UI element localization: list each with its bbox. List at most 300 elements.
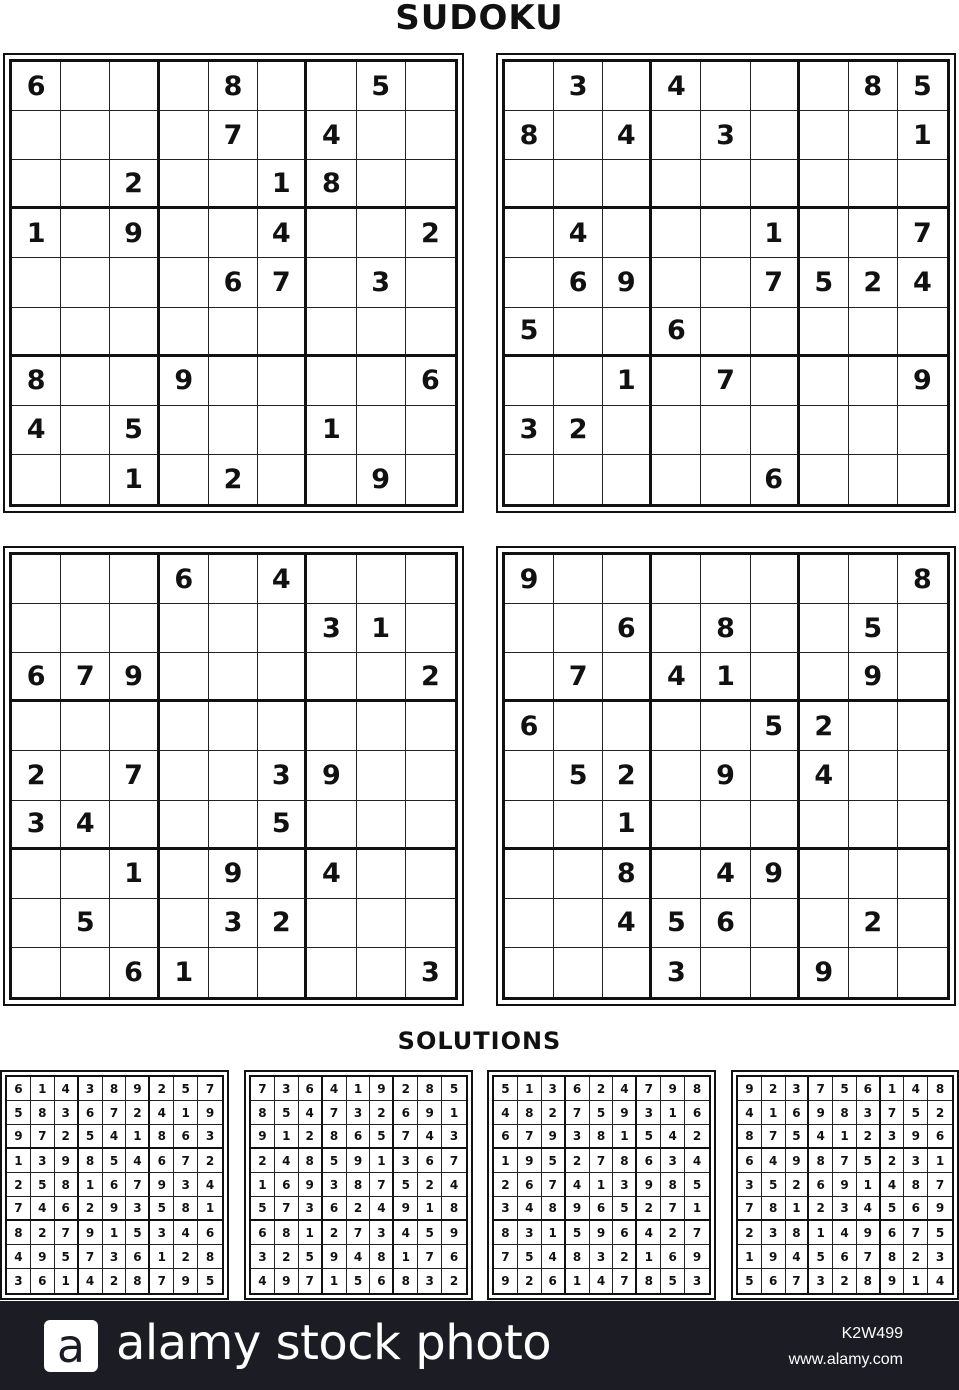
sudoku-cell-empty bbox=[61, 751, 110, 800]
sudoku-cell-empty bbox=[849, 702, 898, 751]
sudoku-cell-empty bbox=[898, 850, 947, 899]
sudoku-cell-empty bbox=[357, 111, 406, 160]
sudoku-cell-given: 4 bbox=[800, 751, 849, 800]
sudoku-cell-empty bbox=[160, 111, 209, 160]
sudoku-cell-given: 4 bbox=[613, 1077, 637, 1101]
sudoku-cell-empty bbox=[554, 555, 603, 604]
sudoku-cell-empty bbox=[751, 555, 800, 604]
sudoku-cell-given: 6 bbox=[394, 1101, 418, 1125]
sudoku-cell-given: 9 bbox=[518, 1149, 542, 1173]
sudoku-cell-given: 7 bbox=[751, 258, 800, 307]
sudoku-cell-given: 2 bbox=[857, 1125, 881, 1149]
sudoku-cell-empty bbox=[554, 850, 603, 899]
sudoku-cell-empty bbox=[898, 751, 947, 800]
sudoku-cell-given: 1 bbox=[198, 1197, 222, 1221]
sudoku-cell-given: 9 bbox=[786, 1149, 810, 1173]
sudoku-cell-given: 7 bbox=[928, 1173, 952, 1197]
sudoku-cell-given: 9 bbox=[542, 1125, 566, 1149]
sudoku-cell-given: 6 bbox=[904, 1197, 928, 1221]
sudoku-cell-given: 5 bbox=[357, 62, 406, 111]
sudoku-cell-given: 7 bbox=[275, 1197, 299, 1221]
sudoku-cell-given: 1 bbox=[79, 1173, 103, 1197]
sudoku-cell-empty bbox=[554, 801, 603, 850]
sudoku-cell-given: 8 bbox=[661, 1173, 685, 1197]
sudoku-cell-given: 5 bbox=[738, 1269, 762, 1293]
sudoku-cell-empty bbox=[701, 948, 750, 997]
sudoku-cell-given: 3 bbox=[258, 751, 307, 800]
sudoku-cell-empty bbox=[61, 357, 110, 406]
sudoku-cell-given: 5 bbox=[613, 1197, 637, 1221]
sudoku-cell-given: 3 bbox=[494, 1197, 518, 1221]
sudoku-puzzle-4 bbox=[496, 546, 956, 1006]
sudoku-puzzle-3 bbox=[3, 546, 464, 1006]
sudoku-cell-given: 2 bbox=[103, 1269, 127, 1293]
sudoku-cell-empty bbox=[12, 258, 61, 307]
sudoku-cell-given: 2 bbox=[394, 1077, 418, 1101]
sudoku-cell-given: 4 bbox=[786, 1245, 810, 1269]
sudoku-cell-given: 2 bbox=[904, 1245, 928, 1269]
sudoku-cell-given: 2 bbox=[31, 1221, 55, 1245]
sudoku-cell-empty bbox=[898, 653, 947, 702]
sudoku-cell-given: 6 bbox=[566, 1077, 590, 1101]
sudoku-cell-given: 2 bbox=[299, 1125, 323, 1149]
sudoku-cell-given: 2 bbox=[7, 1173, 31, 1197]
sudoku-cell-given: 3 bbox=[661, 1149, 685, 1173]
sudoku-cell-given: 5 bbox=[898, 62, 947, 111]
sudoku-cell-empty bbox=[603, 555, 652, 604]
sudoku-cell-empty bbox=[12, 899, 61, 948]
sudoku-cell-given: 7 bbox=[613, 1269, 637, 1293]
sudoku-cell-given: 5 bbox=[442, 1077, 466, 1101]
sudoku-cell-given: 5 bbox=[809, 1245, 833, 1269]
sudoku-cell-empty bbox=[898, 455, 947, 504]
sudoku-cell-empty bbox=[61, 604, 110, 653]
sudoku-cell-empty bbox=[849, 308, 898, 357]
sudoku-cell-empty bbox=[110, 555, 159, 604]
sudoku-cell-given: 5 bbox=[566, 1221, 590, 1245]
sudoku-cell-given: 3 bbox=[370, 1221, 394, 1245]
sudoku-cell-given: 7 bbox=[370, 1173, 394, 1197]
sudoku-cell-given: 9 bbox=[299, 1173, 323, 1197]
sudoku-cell-empty bbox=[554, 702, 603, 751]
sudoku-cell-given: 1 bbox=[494, 1149, 518, 1173]
sudoku-cell-empty bbox=[505, 357, 554, 406]
sudoku-cell-given: 1 bbox=[637, 1245, 661, 1269]
sudoku-cell-given: 6 bbox=[661, 1245, 685, 1269]
sudoku-cell-given: 2 bbox=[418, 1173, 442, 1197]
sudoku-cell-given: 6 bbox=[652, 308, 701, 357]
sudoku-cell-empty bbox=[849, 948, 898, 997]
sudoku-cell-empty bbox=[258, 948, 307, 997]
sudoku-cell-given: 6 bbox=[751, 455, 800, 504]
sudoku-cell-given: 9 bbox=[904, 1125, 928, 1149]
sudoku-cell-empty bbox=[209, 308, 258, 357]
sudoku-cell-given: 6 bbox=[762, 1269, 786, 1293]
sudoku-cell-given: 9 bbox=[685, 1245, 709, 1269]
sudoku-cell-empty bbox=[751, 604, 800, 653]
sudoku-cell-empty bbox=[751, 160, 800, 209]
sudoku-cell-empty bbox=[61, 406, 110, 455]
sudoku-cell-given: 2 bbox=[258, 899, 307, 948]
sudoku-cell-given: 5 bbox=[299, 1245, 323, 1269]
sudoku-cell-given: 6 bbox=[323, 1197, 347, 1221]
sudoku-cell-given: 3 bbox=[554, 62, 603, 111]
sudoku-cell-given: 9 bbox=[198, 1101, 222, 1125]
sudoku-cell-empty bbox=[406, 850, 455, 899]
sudoku-cell-given: 8 bbox=[613, 1149, 637, 1173]
sudoku-cell-empty bbox=[800, 308, 849, 357]
sudoku-cell-given: 8 bbox=[518, 1101, 542, 1125]
sudoku-cell-empty bbox=[751, 357, 800, 406]
sudoku-cell-empty bbox=[61, 258, 110, 307]
sudoku-cell-given: 2 bbox=[566, 1149, 590, 1173]
sudoku-cell-given: 3 bbox=[420, 956, 440, 988]
sudoku-cell-given: 7 bbox=[394, 1125, 418, 1149]
sudoku-cell-given: 3 bbox=[738, 1173, 762, 1197]
sudoku-cell-given: 1 bbox=[347, 1077, 371, 1101]
sudoku-cell-given: 5 bbox=[800, 258, 849, 307]
sudoku-cell-given: 9 bbox=[637, 1173, 661, 1197]
sudoku-cell-given: 3 bbox=[357, 258, 406, 307]
sudoku-cell-given: 9 bbox=[110, 653, 159, 702]
sudoku-cell-given: 9 bbox=[357, 455, 406, 504]
sudoku-cell-empty bbox=[258, 406, 307, 455]
sudoku-cell-given: 7 bbox=[61, 653, 110, 702]
sudoku-cell-given: 9 bbox=[323, 1245, 347, 1269]
sudoku-cell-given: 8 bbox=[928, 1077, 952, 1101]
sudoku-cell-empty bbox=[61, 850, 110, 899]
sudoku-cell-given: 7 bbox=[103, 1101, 127, 1125]
sudoku-cell-empty bbox=[307, 948, 356, 997]
sudoku-cell-empty bbox=[110, 111, 159, 160]
sudoku-cell-given: 4 bbox=[566, 1173, 590, 1197]
sudoku-cell-given: 3 bbox=[394, 1149, 418, 1173]
sudoku-cell-empty bbox=[12, 850, 61, 899]
sudoku-cell-given: 1 bbox=[103, 1221, 127, 1245]
sudoku-cell-given: 7 bbox=[209, 111, 258, 160]
sudoku-cell-given: 7 bbox=[701, 357, 750, 406]
sudoku-cell-given: 8 bbox=[55, 1173, 79, 1197]
sudoku-cell-given: 8 bbox=[251, 1101, 275, 1125]
sudoku-cell-given: 7 bbox=[31, 1125, 55, 1149]
sudoku-cell-given: 8 bbox=[786, 1221, 810, 1245]
sudoku-cell-given: 8 bbox=[307, 160, 356, 209]
sudoku-cell-given: 7 bbox=[542, 1173, 566, 1197]
sudoku-cell-empty bbox=[652, 209, 701, 258]
site-url: www.alamy.com bbox=[788, 1351, 903, 1368]
sudoku-cell-empty bbox=[505, 899, 554, 948]
sudoku-cell-given: 6 bbox=[857, 1077, 881, 1101]
sudoku-cell-given: 9 bbox=[79, 1221, 103, 1245]
sudoku-cell-given: 5 bbox=[150, 1197, 174, 1221]
sudoku-cell-given: 3 bbox=[275, 1077, 299, 1101]
sudoku-cell-given: 4 bbox=[258, 209, 307, 258]
sudoku-cell-empty bbox=[800, 604, 849, 653]
sudoku-cell-given: 1 bbox=[418, 1197, 442, 1221]
sudoku-cell-empty bbox=[307, 357, 356, 406]
sudoku-cell-empty bbox=[160, 62, 209, 111]
sudoku-cell-empty bbox=[209, 801, 258, 850]
sudoku-cell-empty bbox=[751, 653, 800, 702]
sudoku-cell-empty bbox=[258, 850, 307, 899]
sudoku-cell-given: 8 bbox=[685, 1077, 709, 1101]
sudoku-cell-empty bbox=[751, 751, 800, 800]
sudoku-cell-empty bbox=[554, 948, 603, 997]
sudoku-cell-given: 9 bbox=[251, 1125, 275, 1149]
sudoku-cell-empty bbox=[357, 702, 406, 751]
sudoku-cell-given: 9 bbox=[857, 1221, 881, 1245]
sudoku-cell-given: 9 bbox=[800, 948, 849, 997]
sudoku-cell-given: 9 bbox=[31, 1245, 55, 1269]
sudoku-cell-given: 9 bbox=[809, 1101, 833, 1125]
sudoku-cell-given: 8 bbox=[198, 1245, 222, 1269]
sudoku-cell-given: 6 bbox=[418, 1149, 442, 1173]
sudoku-cell-empty bbox=[701, 555, 750, 604]
sudoku-cell-given: 1 bbox=[603, 357, 652, 406]
sudoku-cell-empty bbox=[160, 406, 209, 455]
sudoku-cell-given: 7 bbox=[198, 1077, 222, 1101]
sudoku-cell-given: 4 bbox=[603, 111, 652, 160]
sudoku-cell-empty bbox=[357, 751, 406, 800]
sudoku-cell-given: 3 bbox=[418, 1269, 442, 1293]
image-reference-code: K2W499 bbox=[841, 1325, 903, 1342]
sudoku-cell-given: 2 bbox=[79, 1197, 103, 1221]
sudoku-cell-given: 9 bbox=[661, 1077, 685, 1101]
sudoku-cell-empty bbox=[160, 160, 209, 209]
sudoku-cell-given: 3 bbox=[505, 406, 554, 455]
sudoku-cell-empty bbox=[554, 455, 603, 504]
sudoku-cell-given: 1 bbox=[603, 801, 652, 850]
sudoku-cell-given: 8 bbox=[31, 1101, 55, 1125]
sudoku-cell-given: 1 bbox=[110, 850, 159, 899]
sudoku-cell-given: 6 bbox=[251, 1221, 275, 1245]
sudoku-cell-empty bbox=[61, 702, 110, 751]
sudoku-cell-empty bbox=[505, 948, 554, 997]
sudoku-cell-empty bbox=[701, 406, 750, 455]
sudoku-cell-given: 3 bbox=[809, 1269, 833, 1293]
sudoku-cell-empty bbox=[505, 751, 554, 800]
sudoku-cell-given: 9 bbox=[347, 1149, 371, 1173]
sudoku-cell-given: 4 bbox=[299, 1101, 323, 1125]
sudoku-cell-empty bbox=[160, 258, 209, 307]
sudoku-cell-empty bbox=[307, 62, 356, 111]
sudoku-cell-given: 6 bbox=[299, 1077, 323, 1101]
sudoku-cell-given: 6 bbox=[370, 1269, 394, 1293]
sudoku-cell-given: 7 bbox=[174, 1149, 198, 1173]
sudoku-cell-empty bbox=[701, 209, 750, 258]
sudoku-cell-given: 4 bbox=[258, 555, 307, 604]
sudoku-cell-empty bbox=[603, 160, 652, 209]
sudoku-cell-given: 3 bbox=[613, 1173, 637, 1197]
sudoku-cell-empty bbox=[12, 948, 61, 997]
sudoku-cell-given: 6 bbox=[685, 1101, 709, 1125]
sudoku-cell-given: 2 bbox=[174, 1245, 198, 1269]
sudoku-cell-given: 2 bbox=[347, 1197, 371, 1221]
sudoku-cell-empty bbox=[554, 111, 603, 160]
sudoku-cell-given: 7 bbox=[809, 1077, 833, 1101]
sudoku-cell-empty bbox=[800, 111, 849, 160]
sudoku-cell-empty bbox=[751, 801, 800, 850]
sudoku-cell-given: 5 bbox=[7, 1101, 31, 1125]
sudoku-cell-empty bbox=[701, 62, 750, 111]
sudoku-cell-given: 6 bbox=[174, 1125, 198, 1149]
sudoku-cell-given: 3 bbox=[323, 1173, 347, 1197]
sudoku-cell-empty bbox=[800, 801, 849, 850]
sudoku-cell-given: 5 bbox=[849, 604, 898, 653]
sudoku-cell-given: 1 bbox=[661, 1101, 685, 1125]
sudoku-cell-given: 4 bbox=[701, 850, 750, 899]
sudoku-cell-given: 4 bbox=[637, 1221, 661, 1245]
sudoku-cell-empty bbox=[209, 357, 258, 406]
sudoku-cell-given: 4 bbox=[55, 1077, 79, 1101]
sudoku-cell-given: 6 bbox=[518, 1173, 542, 1197]
sudoku-cell-given: 3 bbox=[637, 1101, 661, 1125]
sudoku-cell-given: 6 bbox=[79, 1101, 103, 1125]
sudoku-cell-empty bbox=[751, 62, 800, 111]
sudoku-cell-given: 4 bbox=[150, 1101, 174, 1125]
sudoku-cell-empty bbox=[209, 653, 258, 702]
sudoku-cell-given: 1 bbox=[442, 1101, 466, 1125]
sudoku-cell-given: 4 bbox=[762, 1149, 786, 1173]
sudoku-cell-given: 2 bbox=[738, 1221, 762, 1245]
sudoku-cell-given: 1 bbox=[590, 1173, 614, 1197]
sudoku-cell-empty bbox=[652, 702, 701, 751]
sudoku-cell-empty bbox=[652, 604, 701, 653]
sudoku-cell-empty bbox=[898, 948, 947, 997]
sudoku-cell-given: 3 bbox=[701, 111, 750, 160]
sudoku-cell-empty bbox=[258, 111, 307, 160]
sudoku-cell-empty bbox=[160, 653, 209, 702]
sudoku-cell-empty bbox=[406, 801, 455, 850]
sudoku-cell-given: 8 bbox=[275, 1221, 299, 1245]
sudoku-cell-empty bbox=[849, 160, 898, 209]
sudoku-cell-given: 6 bbox=[12, 653, 61, 702]
sudoku-cell-given: 1 bbox=[258, 160, 307, 209]
sudoku-cell-given: 3 bbox=[904, 1149, 928, 1173]
sudoku-cell-given: 6 bbox=[637, 1149, 661, 1173]
sudoku-cell-given: 8 bbox=[904, 1173, 928, 1197]
sudoku-cell-given: 8 bbox=[898, 555, 947, 604]
sudoku-cell-given: 9 bbox=[174, 1269, 198, 1293]
sudoku-cell-given: 8 bbox=[505, 111, 554, 160]
sudoku-cell-given: 4 bbox=[661, 1125, 685, 1149]
sudoku-cell-given: 9 bbox=[613, 1101, 637, 1125]
sudoku-cell-given: 5 bbox=[505, 308, 554, 357]
sudoku-cell-empty bbox=[61, 111, 110, 160]
sudoku-cell-given: 7 bbox=[494, 1245, 518, 1269]
sudoku-cell-empty bbox=[160, 850, 209, 899]
sudoku-cell-given: 1 bbox=[898, 111, 947, 160]
sudoku-cell-given: 5 bbox=[61, 899, 110, 948]
sudoku-cell-empty bbox=[307, 899, 356, 948]
sudoku-cell-given: 5 bbox=[661, 1269, 685, 1293]
sudoku-cell-given: 6 bbox=[554, 258, 603, 307]
sudoku-cell-given: 9 bbox=[307, 751, 356, 800]
sudoku-cell-given: 9 bbox=[751, 850, 800, 899]
sudoku-cell-empty bbox=[554, 604, 603, 653]
sudoku-cell-empty bbox=[61, 948, 110, 997]
sudoku-puzzle-2 bbox=[496, 53, 956, 513]
sudoku-cell-given: 1 bbox=[613, 1125, 637, 1149]
sudoku-cell-given: 3 bbox=[198, 1125, 222, 1149]
sudoku-cell-empty bbox=[849, 455, 898, 504]
sudoku-cell-given: 4 bbox=[394, 1221, 418, 1245]
sudoku-cell-empty bbox=[554, 308, 603, 357]
sudoku-cell-empty bbox=[160, 751, 209, 800]
sudoku-cell-given: 5 bbox=[542, 1149, 566, 1173]
sudoku-cell-given: 8 bbox=[126, 1269, 150, 1293]
sudoku-cell-given: 7 bbox=[7, 1197, 31, 1221]
sudoku-cell-given: 1 bbox=[150, 1245, 174, 1269]
sudoku-cell-empty bbox=[307, 801, 356, 850]
sudoku-cell-given: 9 bbox=[898, 357, 947, 406]
sudoku-cell-given: 4 bbox=[12, 406, 61, 455]
sudoku-cell-given: 4 bbox=[31, 1197, 55, 1221]
sudoku-cell-empty bbox=[554, 357, 603, 406]
sudoku-cell-given: 2 bbox=[928, 1101, 952, 1125]
sudoku-cell-empty bbox=[849, 801, 898, 850]
sudoku-cell-given: 3 bbox=[174, 1173, 198, 1197]
sudoku-cell-given: 5 bbox=[55, 1245, 79, 1269]
sudoku-cell-empty bbox=[849, 751, 898, 800]
sudoku-cell-given: 9 bbox=[590, 1221, 614, 1245]
sudoku-cell-given: 4 bbox=[307, 111, 356, 160]
sudoku-cell-given: 7 bbox=[418, 1245, 442, 1269]
sudoku-cell-given: 3 bbox=[857, 1101, 881, 1125]
sudoku-cell-empty bbox=[209, 702, 258, 751]
sudoku-cell-empty bbox=[603, 406, 652, 455]
sudoku-cell-empty bbox=[110, 308, 159, 357]
sudoku-cell-given: 4 bbox=[904, 1077, 928, 1101]
sudoku-cell-given: 8 bbox=[494, 1221, 518, 1245]
sudoku-cell-given: 1 bbox=[928, 1149, 952, 1173]
sudoku-cell-empty bbox=[800, 357, 849, 406]
sudoku-cell-given: 4 bbox=[79, 1269, 103, 1293]
sudoku-cell-given: 4 bbox=[61, 801, 110, 850]
sudoku-cell-given: 3 bbox=[786, 1077, 810, 1101]
sudoku-cell-empty bbox=[652, 555, 701, 604]
sudoku-cell-given: 7 bbox=[442, 1149, 466, 1173]
sudoku-cell-given: 5 bbox=[323, 1149, 347, 1173]
sudoku-cell-given: 1 bbox=[904, 1269, 928, 1293]
sudoku-cell-given: 9 bbox=[209, 850, 258, 899]
sudoku-cell-given: 1 bbox=[251, 1173, 275, 1197]
sudoku-cell-empty bbox=[307, 258, 356, 307]
sudoku-cell-given: 8 bbox=[150, 1125, 174, 1149]
sudoku-cell-given: 7 bbox=[685, 1221, 709, 1245]
sudoku-cell-empty bbox=[357, 555, 406, 604]
sudoku-cell-given: 6 bbox=[275, 1173, 299, 1197]
sudoku-cell-given: 2 bbox=[406, 653, 455, 702]
sudoku-cell-empty bbox=[110, 62, 159, 111]
sudoku-cell-empty bbox=[898, 702, 947, 751]
sudoku-cell-empty bbox=[603, 308, 652, 357]
sudoku-cell-empty bbox=[505, 62, 554, 111]
sudoku-cell-empty bbox=[357, 801, 406, 850]
sudoku-cell-empty bbox=[800, 209, 849, 258]
sudoku-cell-given: 8 bbox=[542, 1197, 566, 1221]
sudoku-cell-empty bbox=[12, 308, 61, 357]
sudoku-cell-empty bbox=[849, 111, 898, 160]
sudoku-cell-empty bbox=[406, 308, 455, 357]
sudoku-cell-given: 7 bbox=[258, 258, 307, 307]
sudoku-cell-given: 9 bbox=[849, 653, 898, 702]
sudoku-cell-empty bbox=[307, 555, 356, 604]
sudoku-cell-given: 1 bbox=[786, 1197, 810, 1221]
sudoku-cell-empty bbox=[12, 702, 61, 751]
solution-grid-4 bbox=[731, 1070, 959, 1300]
sudoku-cell-given: 9 bbox=[566, 1197, 590, 1221]
